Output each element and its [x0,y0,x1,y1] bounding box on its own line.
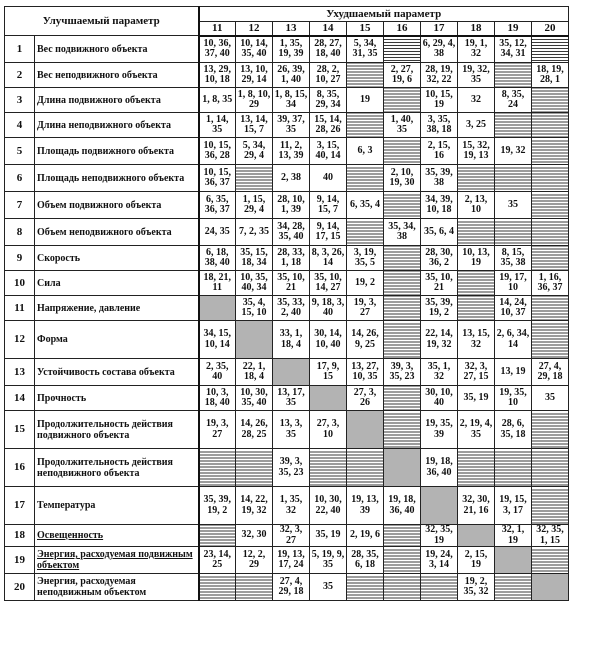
matrix-row [5,487,569,525]
hatched-cell [532,321,569,359]
principle-cell: 2, 13, 10 [458,192,495,219]
principle-cell: 18, 19, 28, 1 [532,63,569,88]
diagonal-cell [384,449,421,487]
row-number: 13 [5,359,35,386]
hatched-cell [384,547,421,574]
hatched-cell [495,63,532,88]
column-number: 19 [495,21,532,35]
hatched-cell [495,165,532,192]
hatched-cell [199,574,236,601]
principle-cell: 15, 14, 28, 26 [310,113,347,138]
parameter-name-text: Площадь неподвижного объекта [37,172,185,184]
principle-cell: 35, 19 [458,386,495,411]
matrix-row [5,138,569,165]
hatched-cell [458,449,495,487]
principle-cell: 2, 15, 19 [458,547,495,574]
hatched-cell [236,449,273,487]
principle-cell: 6, 18, 38, 40 [199,246,236,271]
hatched-cell [532,219,569,246]
hatched-cell [199,449,236,487]
hatched-cell [384,574,421,601]
hatched-cell [495,113,532,138]
principle-cell: 28, 6, 35, 18 [495,411,532,449]
principle-cell: 3, 25 [458,113,495,138]
principle-cell: 32, 30, 21, 16 [458,487,495,525]
principle-cell: 33, 1, 18, 4 [273,321,310,359]
principle-cell: 19, 15, 3, 17 [495,487,532,525]
principle-cell: 19, 3, 27 [347,296,384,321]
hatched-cell [347,165,384,192]
principle-cell: 10, 35, 40, 34 [236,271,273,296]
diagonal-cell [458,525,495,547]
parameter-name-text: Сила [37,277,61,289]
parameter-name [35,271,199,296]
principle-cell: 18, 21, 11 [199,271,236,296]
principle-cell: 19, 2, 35, 32 [458,574,495,601]
principle-cell: 1, 35, 32 [273,487,310,525]
diagonal-cell [495,547,532,574]
parameter-name [35,138,199,165]
principle-cell: 1, 16, 36, 37 [532,271,569,296]
parameter-name [35,192,199,219]
principle-cell: 1, 8, 15, 34 [273,88,310,113]
hatched-cell [458,165,495,192]
hatched-cell [384,88,421,113]
parameter-name-text: Прочность [37,392,87,404]
matrix-row [5,449,569,487]
column-number: 14 [310,21,347,35]
principle-cell: 10, 30, 35, 40 [236,386,273,411]
parameter-name-text: Температура [37,500,96,511]
principle-cell: 2, 27, 19, 6 [384,63,421,88]
principle-cell: 2, 10, 19, 30 [384,165,421,192]
principle-cell: 19, 24, 3, 14 [421,547,458,574]
hatched-cell [532,487,569,525]
principle-cell: 19, 17, 10 [495,271,532,296]
principle-cell: 32, 30 [236,525,273,547]
row-number: 3 [5,88,35,113]
principle-cell: 12, 2, 29 [236,547,273,574]
matrix-row [5,88,569,113]
parameter-name [35,411,199,449]
column-number: 12 [236,21,273,35]
row-number: 2 [5,63,35,88]
principle-cell: 10, 30, 22, 40 [310,487,347,525]
principle-cell: 27, 3, 10 [310,411,347,449]
principle-cell: 24, 35 [199,219,236,246]
improved-parameter-header: Улучшаемый параметр [5,7,199,36]
principle-cell: 19, 18, 36, 40 [421,449,458,487]
principle-cell: 2, 15, 16 [421,138,458,165]
parameter-name-text: Продолжительность действия подвижного объекта [37,418,173,441]
parameter-name-text: Форма [37,334,68,345]
principle-cell: 14, 22, 19, 32 [236,487,273,525]
principle-cell: 35 [310,574,347,601]
parameter-name-text: Площадь подвижного объекта [37,145,174,157]
principle-cell: 3, 35, 38, 18 [421,113,458,138]
matrix-row [5,165,569,192]
matrix-row [5,296,569,321]
parameter-name [35,165,199,192]
principle-cell: 14, 26, 9, 25 [347,321,384,359]
parameter-name-text: Напряжение, давление [37,302,141,314]
principle-cell: 6, 3 [347,138,384,165]
principle-cell: 28, 2, 10, 27 [310,63,347,88]
hatched-cell [421,574,458,601]
hatched-cell [532,165,569,192]
parameter-name-text: Объем подвижного объекта [37,199,162,211]
principle-cell: 34, 39, 10, 18 [421,192,458,219]
hatched-cell [384,271,421,296]
hatched-cell [532,449,569,487]
principle-cell: 8, 3, 26, 14 [310,246,347,271]
parameter-name [35,359,199,386]
principle-cell: 1, 15, 29, 4 [236,192,273,219]
principle-cell: 15, 32, 19, 13 [458,138,495,165]
parameter-name-text: Энергия, расходуемая подвижным объектом [37,549,193,571]
row-number: 4 [5,113,35,138]
parameter-name [35,321,199,359]
principle-cell: 19, 1, 32 [458,36,495,63]
principle-cell: 5, 19, 9, 35 [310,547,347,574]
matrix-row [5,321,569,359]
principle-cell: 10, 15, 19 [421,88,458,113]
principle-cell: 27, 4, 29, 18 [532,359,569,386]
hatched-cell [347,63,384,88]
parameter-name-text: Продолжительность действия неподвижного объекта [37,456,173,479]
diagonal-cell [199,296,236,321]
principle-cell: 28, 19, 32, 22 [421,63,458,88]
principle-cell: 28, 35, 6, 18 [347,547,384,574]
principle-cell: 19, 13, 17, 24 [273,547,310,574]
principle-cell: 22, 1, 18, 4 [236,359,273,386]
hatched-cell [347,219,384,246]
principle-cell: 10, 13, 19 [458,246,495,271]
principle-cell: 19 [347,88,384,113]
principle-cell: 8, 35, 24 [495,88,532,113]
principle-cell: 1, 35, 19, 39 [273,36,310,63]
hatched-cell [384,192,421,219]
matrix-row [5,525,569,547]
parameter-name-text: Вес подвижного объекта [37,43,148,55]
principle-cell: 35, 10, 21 [421,271,458,296]
principle-cell: 6, 29, 4, 38 [421,36,458,63]
diagonal-cell [347,411,384,449]
matrix-table [4,6,569,601]
principle-cell: 35, 39, 38 [421,165,458,192]
row-number: 1 [5,36,35,63]
row-number: 16 [5,449,35,487]
principle-cell: 19, 32, 35 [458,63,495,88]
principle-cell: 1, 14, 35 [199,113,236,138]
principle-cell: 27, 4, 29, 18 [273,574,310,601]
principle-cell: 7, 2, 35 [236,219,273,246]
hatched-cell [347,574,384,601]
parameter-name-text: Устойчивость состава объекта [37,366,175,378]
hatched-cell [384,246,421,271]
principle-cell: 28, 27, 18, 40 [310,36,347,63]
worsened-parameter-header: Ухудшаемый параметр [199,7,569,22]
principle-cell: 10, 15, 36, 37 [199,165,236,192]
row-number: 15 [5,411,35,449]
principle-cell: 10, 3, 18, 40 [199,386,236,411]
matrix-row [5,36,569,63]
matrix-body [5,36,569,601]
matrix-row [5,246,569,271]
parameter-name [35,246,199,271]
principle-cell: 3, 19, 35, 5 [347,246,384,271]
principle-cell: 35, 10, 14, 27 [310,271,347,296]
principle-cell: 35, 12, 34, 31 [495,36,532,63]
principle-cell: 11, 2, 13, 39 [273,138,310,165]
principle-cell: 13, 27, 10, 35 [347,359,384,386]
column-number: 15 [347,21,384,35]
principle-cell: 3, 15, 40, 14 [310,138,347,165]
row-number: 8 [5,219,35,246]
principle-cell: 9, 14, 17, 15 [310,219,347,246]
principle-cell: 13, 15, 32 [458,321,495,359]
principle-cell: 19, 35, 39 [421,411,458,449]
matrix-row [5,359,569,386]
row-number: 17 [5,487,35,525]
hatched-cell [310,449,347,487]
principle-cell: 22, 14, 19, 32 [421,321,458,359]
principle-cell: 13, 29, 10, 18 [199,63,236,88]
principle-cell: 35, 19 [310,525,347,547]
principle-cell: 17, 9, 15 [310,359,347,386]
principle-cell: 2, 19, 4, 35 [458,411,495,449]
hatched-cell [458,271,495,296]
hatched-cell [532,113,569,138]
principle-cell: 10, 15, 36, 28 [199,138,236,165]
matrix-row [5,219,569,246]
parameter-name [35,88,199,113]
parameter-name [35,36,199,63]
row-number: 19 [5,547,35,574]
principle-cell: 1, 8, 10, 29 [236,88,273,113]
principle-cell: 26, 39, 1, 40 [273,63,310,88]
matrix-row [5,113,569,138]
principle-cell: 5, 34, 31, 35 [347,36,384,63]
principle-cell: 6, 35, 36, 37 [199,192,236,219]
matrix-row [5,386,569,411]
principle-cell: 10, 36, 37, 40 [199,36,236,63]
principle-cell: 10, 14, 35, 40 [236,36,273,63]
principle-cell: 13, 3, 35 [273,411,310,449]
principle-cell: 19, 13, 39 [347,487,384,525]
principle-cell: 19, 3, 27 [199,411,236,449]
hatched-cell [532,36,569,63]
principle-cell: 28, 30, 36, 2 [421,246,458,271]
row-number: 9 [5,246,35,271]
principle-cell: 35 [532,386,569,411]
diagonal-cell [236,321,273,359]
principle-cell: 39, 37, 35 [273,113,310,138]
hatched-cell [384,138,421,165]
matrix-row [5,547,569,574]
hatched-cell [458,219,495,246]
principle-cell: 27, 3, 26 [347,386,384,411]
principle-cell: 13, 19 [495,359,532,386]
contradiction-matrix [4,6,569,601]
principle-cell: 32, 35, 1, 15 [532,525,569,547]
principle-cell: 35, 39, 19, 2 [199,487,236,525]
principle-cell: 35 [495,192,532,219]
principle-cell: 35, 10, 21 [273,271,310,296]
principle-cell: 2, 38 [273,165,310,192]
parameter-name [35,219,199,246]
principle-cell: 13, 17, 35 [273,386,310,411]
hatched-cell [384,36,421,63]
hatched-cell [384,296,421,321]
diagonal-cell [421,487,458,525]
parameter-name-text: Объем неподвижного объекта [37,226,172,238]
matrix-row [5,574,569,601]
principle-cell: 8, 35, 29, 34 [310,88,347,113]
parameter-name [35,449,199,487]
hatched-cell [236,165,273,192]
principle-cell: 35, 6, 4 [421,219,458,246]
column-number: 17 [421,21,458,35]
hatched-cell [495,574,532,601]
column-number: 20 [532,21,569,35]
row-number: 14 [5,386,35,411]
principle-cell: 14, 24, 10, 37 [495,296,532,321]
hatched-cell [384,321,421,359]
principle-cell: 39, 3, 35, 23 [273,449,310,487]
hatched-cell [532,246,569,271]
principle-cell: 32 [458,88,495,113]
parameter-name-text: Вес неподвижного объекта [37,69,158,81]
hatched-cell [384,386,421,411]
principle-cell: 32, 3, 27, 15 [458,359,495,386]
hatched-cell [384,525,421,547]
principle-cell: 5, 34, 29, 4 [236,138,273,165]
parameter-name [35,547,199,574]
parameter-name [35,63,199,88]
parameter-name-text: Освещенность [37,530,104,541]
principle-cell: 32, 3, 27 [273,525,310,547]
principle-cell: 35, 39, 19, 2 [421,296,458,321]
principle-cell: 2, 19, 6 [347,525,384,547]
parameter-name-text: Длина неподвижного объекта [37,119,172,131]
principle-cell: 39, 3, 35, 23 [384,359,421,386]
principle-cell: 2, 35, 40 [199,359,236,386]
principle-cell: 23, 14, 25 [199,547,236,574]
principle-cell: 32, 1, 19 [495,525,532,547]
hatched-cell [532,296,569,321]
column-number: 13 [273,21,310,35]
principle-cell: 35, 4, 15, 10 [236,296,273,321]
hatched-cell [199,525,236,547]
hatched-cell [532,88,569,113]
column-number: 18 [458,21,495,35]
matrix-row [5,271,569,296]
principle-cell: 8, 15, 35, 38 [495,246,532,271]
row-number: 12 [5,321,35,359]
principle-cell: 6, 35, 4 [347,192,384,219]
parameter-name-text: Длина подвижного объекта [37,94,161,106]
hatched-cell [236,574,273,601]
row-number: 5 [5,138,35,165]
principle-cell: 19, 32 [495,138,532,165]
principle-cell: 30, 14, 10, 40 [310,321,347,359]
diagonal-cell [532,574,569,601]
principle-cell: 35, 34, 38 [384,219,421,246]
matrix-row [5,63,569,88]
principle-cell: 19, 35, 10 [495,386,532,411]
principle-cell: 34, 15, 10, 14 [199,321,236,359]
column-number: 11 [199,21,236,35]
row-number: 20 [5,574,35,601]
row-number: 18 [5,525,35,547]
principle-cell: 9, 14, 15, 7 [310,192,347,219]
parameter-name [35,487,199,525]
hatched-cell [532,192,569,219]
principle-cell: 35, 1, 32 [421,359,458,386]
hatched-cell [495,219,532,246]
principle-cell: 35, 33, 2, 40 [273,296,310,321]
hatched-cell [458,296,495,321]
hatched-cell [532,411,569,449]
hatched-cell [347,449,384,487]
row-number: 11 [5,296,35,321]
principle-cell: 13, 14, 15, 7 [236,113,273,138]
principle-cell: 19, 2 [347,271,384,296]
matrix-row [5,192,569,219]
row-number: 7 [5,192,35,219]
principle-cell: 34, 28, 35, 40 [273,219,310,246]
principle-cell: 32, 35, 19 [421,525,458,547]
parameter-name [35,113,199,138]
principle-cell: 13, 10, 29, 14 [236,63,273,88]
principle-cell: 35, 15, 18, 34 [236,246,273,271]
diagonal-cell [310,386,347,411]
principle-cell: 1, 40, 35 [384,113,421,138]
principle-cell: 28, 33, 1, 18 [273,246,310,271]
principle-cell: 14, 26, 28, 25 [236,411,273,449]
matrix-row [5,411,569,449]
hatched-cell [532,547,569,574]
principle-cell: 2, 6, 34, 14 [495,321,532,359]
principle-cell: 19, 18, 36, 40 [384,487,421,525]
parameter-name-text: Скорость [37,252,81,264]
principle-cell: 9, 18, 3, 40 [310,296,347,321]
parameter-name [35,386,199,411]
row-number: 6 [5,165,35,192]
row-number: 10 [5,271,35,296]
parameter-name-text: Энергия, расходуемая неподвижным объектом [37,576,147,598]
hatched-cell [532,138,569,165]
hatched-cell [495,449,532,487]
principle-cell: 30, 10, 40 [421,386,458,411]
diagonal-cell [273,359,310,386]
principle-cell: 40 [310,165,347,192]
principle-cell: 28, 10, 1, 39 [273,192,310,219]
parameter-name [35,525,199,547]
hatched-cell [347,113,384,138]
column-number: 16 [384,21,421,35]
parameter-name [35,296,199,321]
principle-cell: 1, 8, 35 [199,88,236,113]
parameter-name [35,574,199,601]
hatched-cell [384,411,421,449]
